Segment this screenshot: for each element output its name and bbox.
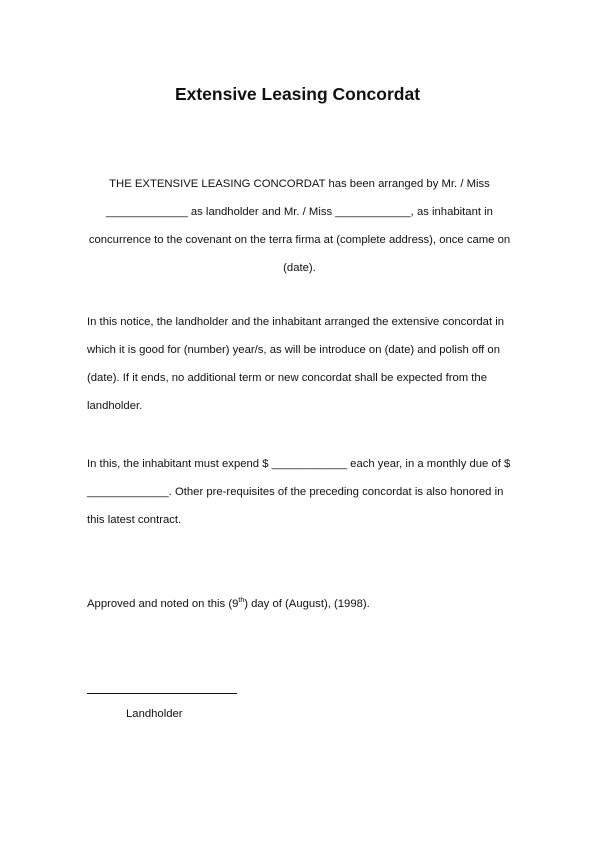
term-paragraph: In this notice, the landholder and the inhabitant arranged the extensive concordat in which it is good for (number) year/s, as will be introduce on (date) and polish off on (date). If it ends, no additional term or new concordat shall be expected from the landholder. — [87, 316, 505, 412]
signature-line — [87, 693, 237, 694]
signature-label: Landholder — [126, 708, 183, 720]
approval-text-after: ) day of (August), (1998). — [244, 598, 370, 610]
approval-text-before: Approved and noted on this (9 — [87, 598, 239, 610]
opening-paragraph: THE EXTENSIVE LEASING CONCORDAT has been arranged by Mr. / Miss _____________ as landholder and Mr. / Miss ____________, as inhabitant in concurrence to the covenant on the terra firma at (complete address), once came on (date). — [88, 178, 511, 274]
payment-paragraph: In this, the inhabitant must expend $ ____________ each year, in a monthly due of $ _____________. Other pre-requisites of the preceding concordat is also honored in this latest contract. — [87, 458, 511, 526]
approval-ordinal-suffix: th — [238, 597, 245, 605]
approval-line — [87, 590, 512, 618]
document-title: Extensive Leasing Concordat — [174, 84, 421, 104]
